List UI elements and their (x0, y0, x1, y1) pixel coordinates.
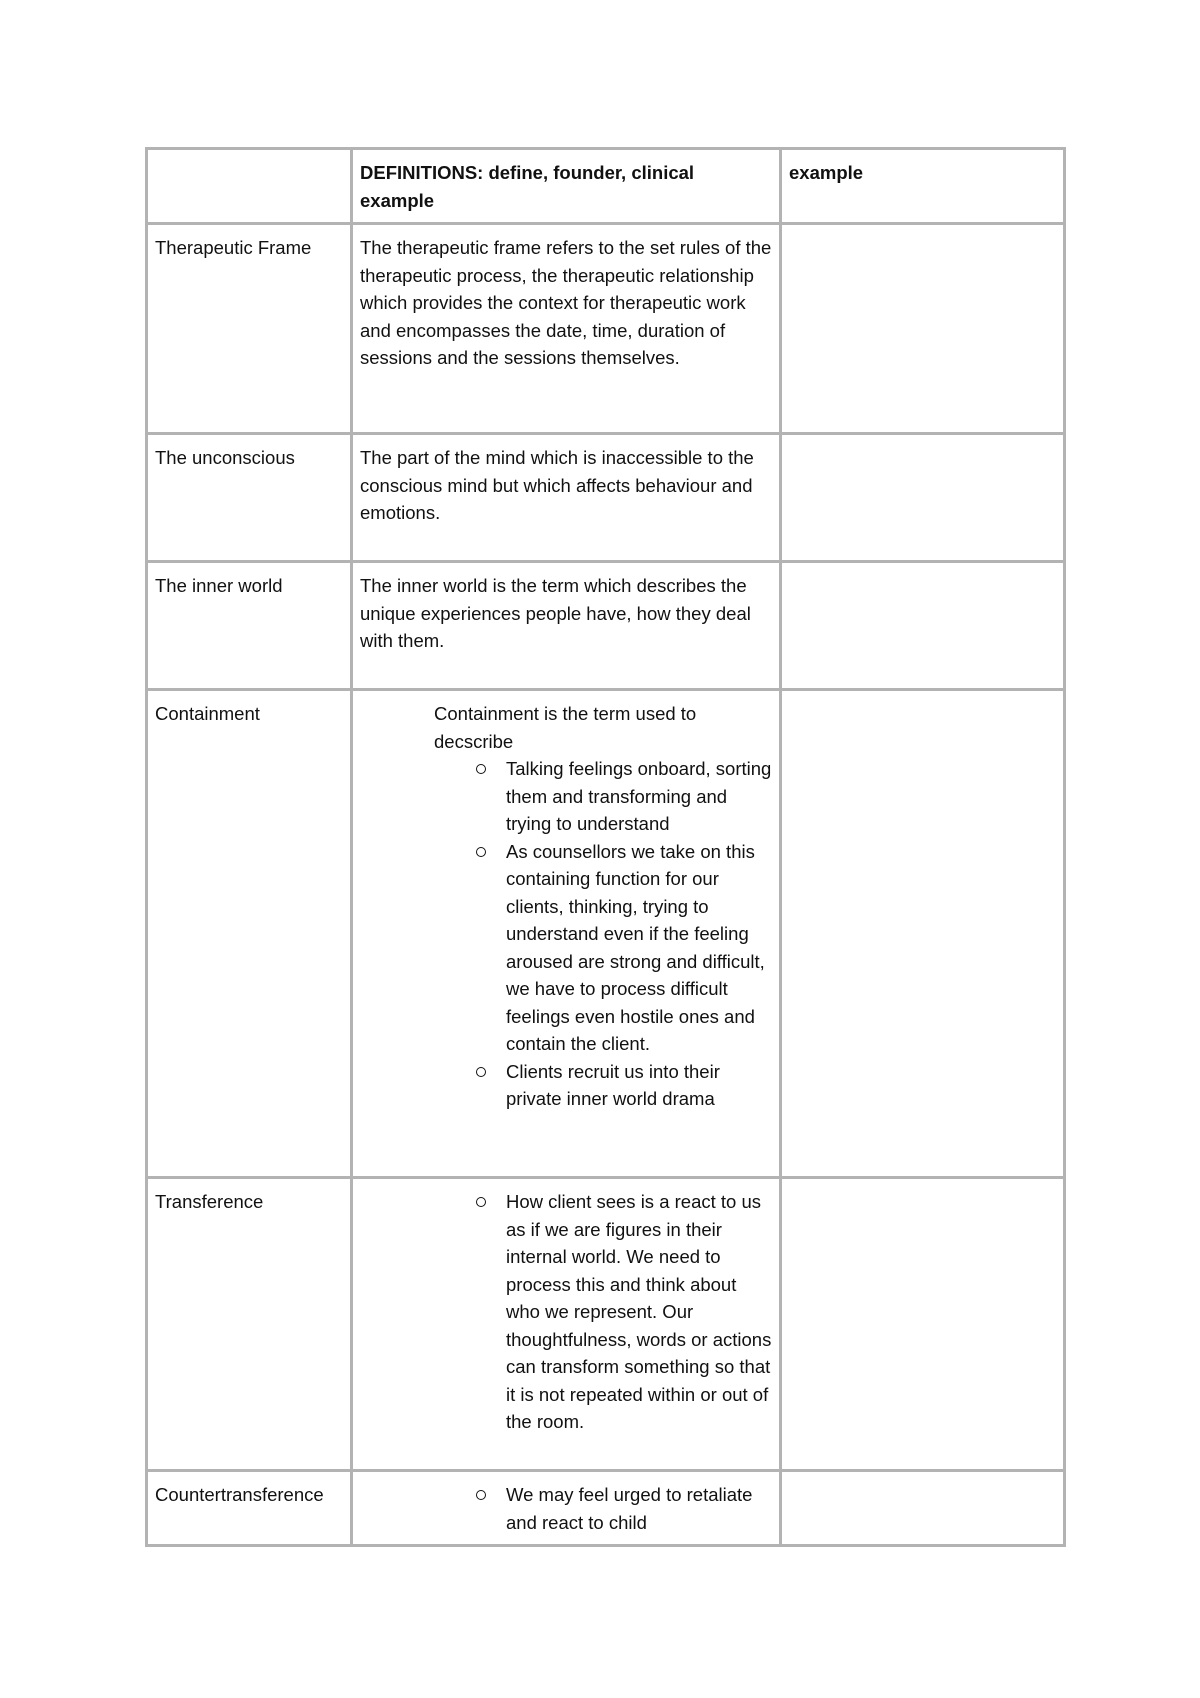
term-cell: Containment (147, 690, 352, 1178)
definition-bullet-list (360, 1188, 772, 1436)
term-cell: The inner world (147, 562, 352, 690)
table-row (147, 690, 1065, 1178)
list-item (360, 755, 772, 838)
example-cell (781, 1178, 1065, 1471)
list-item (360, 838, 772, 1058)
hollow-circle-bullet-icon (476, 1197, 486, 1207)
definition-bullet-list (360, 1481, 772, 1536)
example-cell (781, 562, 1065, 690)
definition-cell: The inner world is the term which describes the unique experiences people have, how they deal with them. (352, 562, 781, 690)
bullet-text: We may feel urged to retaliate and react to child (506, 1484, 753, 1533)
table-row (147, 224, 1065, 434)
definition-cell (352, 1471, 781, 1546)
hollow-circle-bullet-icon (476, 1490, 486, 1500)
hollow-circle-bullet-icon (476, 1067, 486, 1077)
list-item (360, 1481, 772, 1536)
bullet-text: Clients recruit us into their private inner world drama (506, 1060, 720, 1109)
definition-cell: The therapeutic frame refers to the set rules of the therapeutic process, the therapeutic relationship which provides the context for therapeutic work and encompasses the date, time, duration of sessions and the sessions themselves. (352, 224, 781, 434)
hollow-circle-bullet-icon (476, 764, 486, 774)
example-cell (781, 1471, 1065, 1546)
example-cell (781, 434, 1065, 562)
definition-cell (352, 690, 781, 1178)
bullet-text: Talking feelings onboard, sorting them and transforming and trying to understand (506, 758, 772, 834)
table-row (147, 562, 1065, 690)
term-cell: The unconscious (147, 434, 352, 562)
list-item (360, 1188, 772, 1436)
header-cell-term (147, 149, 352, 224)
definitions-table (145, 147, 1066, 1547)
definition-lead-text: Containment is the term used to decscribe (434, 703, 697, 752)
header-cell-example: example (781, 149, 1065, 224)
header-cell-definitions: DEFINITIONS: define, founder, clinical example (352, 149, 781, 224)
table-row (147, 1471, 1065, 1546)
example-cell (781, 690, 1065, 1178)
table-row (147, 434, 1065, 562)
term-cell: Therapeutic Frame (147, 224, 352, 434)
example-cell (781, 224, 1065, 434)
term-cell: Transference (147, 1178, 352, 1471)
bullet-text: As counsellors we take on this containing function for our clients, thinking, trying to understand even if the feeling aroused are strong and difficult, we have to process difficult feelings even hostile ones and contain the client. (506, 840, 765, 1054)
definition-bullet-list (360, 755, 772, 1113)
definition-cell (352, 1178, 781, 1471)
definition-cell: The part of the mind which is inaccessible to the conscious mind but which affects behaviour and emotions. (352, 434, 781, 562)
table-header-row (147, 149, 1065, 224)
term-cell: Countertransference (147, 1471, 352, 1546)
list-item (360, 1058, 772, 1113)
table-row (147, 1178, 1065, 1471)
hollow-circle-bullet-icon (476, 847, 486, 857)
bullet-text: How client sees is a react to us as if we are figures in their internal world. We need to process this and think about who we represent. Our thoughtfulness, words or actions can transform something so that it is not repeated within or out of the room. (506, 1191, 772, 1432)
